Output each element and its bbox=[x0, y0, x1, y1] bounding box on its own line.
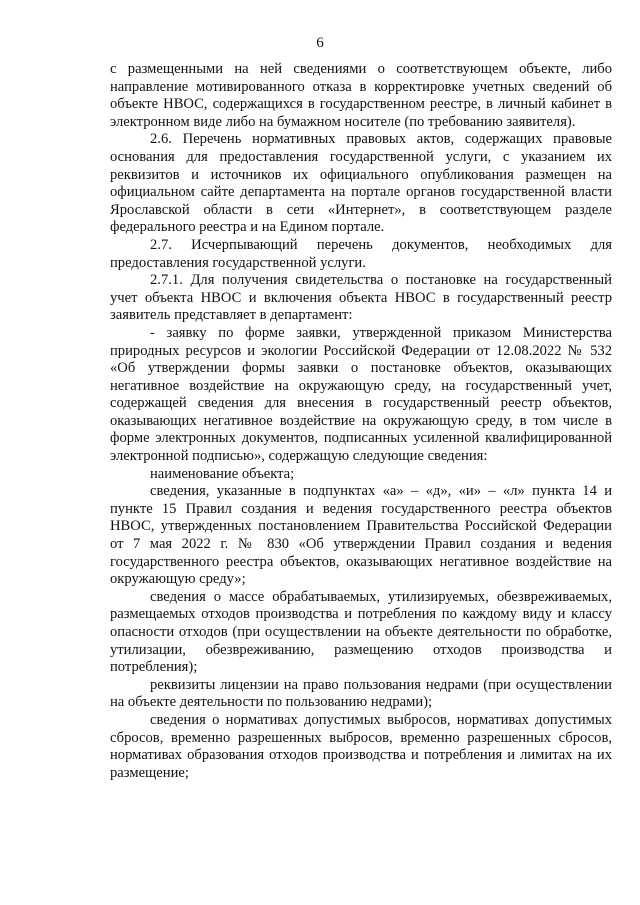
paragraph: 2.7. Исчерпывающий перечень документов, необходимых для предоставления государственной услуги. bbox=[110, 236, 612, 271]
paragraph: сведения о нормативах допустимых выбросов, нормативах допустимых сбросов, временно разрешенных выбросов, временно разрешенных сбросов, нормативах образования отходов производства и потребления и лимитах на их размещение; bbox=[110, 711, 612, 781]
paragraph: сведения о массе обрабатываемых, утилизируемых, обезвреживаемых, размещаемых отходов производства и потребления по каждому виду и классу опасности отходов (при осуществлении на объекте деятельности по обработке, утилизации, обезвреживанию, размещению отходов производства и потребления); bbox=[110, 588, 612, 676]
paragraph: наименование объекта; bbox=[150, 465, 295, 482]
paragraph: с размещенными на ней сведениями о соответствующем объекте, либо направление мотивированного отказа в корректировке учетных сведений об объекте НВОС, содержащихся в государственном реестре, в личный кабинет в электронном виде либо на бумажном носителе (по требованию заявителя). bbox=[110, 61, 612, 130]
paragraph: сведения, указанные в подпунктах «а» – «д», «и» – «л» пункта 14 и пункте 15 Правил создания и ведения государственного реестра объектов НВОС, утвержденных постановлением Правительства Российской Федерации от 7 мая 2022 г. № 830 «Об утверждении Правил создания и ведения государственного реестра объектов, оказывающих негативное воздействие на окружающую среду»; bbox=[110, 483, 612, 588]
paragraph: 2.6. Перечень нормативных правовых актов, содержащих правовые основания для предоставления государственной услуги, с указанием их реквизитов и источников их официального опубликования размещен на официальном сайте департамента на портале органов государственной власти Ярославской области в сети «Интернет», в соответствующем разделе федерального реестра и на Едином портале. bbox=[110, 131, 612, 236]
page-number: 6 bbox=[316, 35, 324, 51]
paragraph: реквизиты лицензии на право пользования недрами (при осуществлении на объекте деятельности по пользованию недрами); bbox=[110, 676, 612, 711]
paragraph: 2.7.1. Для получения свидетельства о постановке на государственный учет объекта НВОС и включения объекта НВОС в государственный реестр заявитель представляет в департамент: bbox=[110, 272, 612, 324]
paragraph: - заявку по форме заявки, утвержденной приказом Министерства природных ресурсов и экологии Российской Федерации от 12.08.2022 № 532 «Об утверждении формы заявки о постановке объектов, оказывающих негативное воздействие на окружающую среду, на государственный учет, содержащей сведения для внесения в государственный реестр объектов, оказывающих негативное воздействие на окружающую среду, в том числе в форме электронных документов, подписанных усиленной квалифицированной электронной подписью», содержащую следующие сведения: bbox=[110, 324, 612, 465]
document-body bbox=[110, 61, 612, 782]
